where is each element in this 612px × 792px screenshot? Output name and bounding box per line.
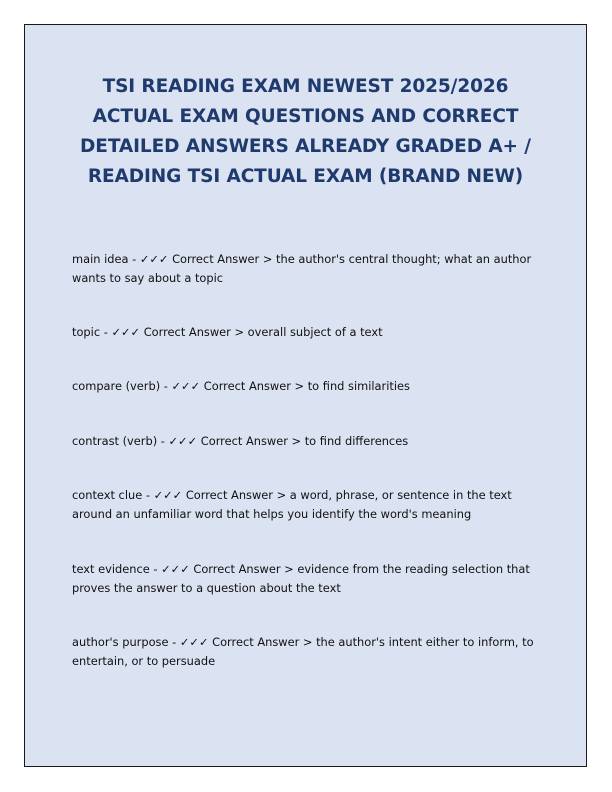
entry-term: text evidence <box>72 562 150 576</box>
check-icon: ✓✓✓ <box>168 434 198 448</box>
document-page <box>24 24 587 767</box>
entry-term: author's purpose <box>72 635 169 649</box>
check-icon: ✓✓✓ <box>171 379 201 393</box>
entry-term: topic <box>72 325 101 339</box>
qa-entry-authors-purpose: author's purpose - ✓✓✓ Correct Answer > the author's intent either to inform, to entertain, or to persuade <box>72 635 534 668</box>
qa-entry-main-idea: main idea - ✓✓✓ Correct Answer > the author's central thought; what an author wants to say about a topic <box>72 252 532 285</box>
qa-entry-text-evidence: text evidence - ✓✓✓ Correct Answer > evidence from the reading selection that proves the answer to a question about the text <box>72 562 530 595</box>
entry-definition: evidence from the reading selection that proves the answer to a question about the text <box>72 562 530 595</box>
check-icon: ✓✓✓ <box>161 562 190 576</box>
qa-entry-topic: topic - ✓✓✓ Correct Answer > overall subject of a text <box>72 325 383 339</box>
entry-definition: the author's intent either to inform, to entertain, or to persuade <box>72 635 534 668</box>
entry-definition: to find similarities <box>307 379 410 393</box>
qa-entry-context-clue: context clue - ✓✓✓ Correct Answer > a word, phrase, or sentence in the text around an unfamiliar word that helps you identify the word's meaning <box>72 488 512 521</box>
entry-definition: overall subject of a text <box>247 325 383 339</box>
entry-term: context clue <box>72 488 143 502</box>
entry-definition: to find differences <box>304 434 409 448</box>
entry-term: compare (verb) <box>72 379 161 393</box>
entry-definition: a word, phrase, or sentence in the text around an unfamiliar word that helps you identify the word's meaning <box>72 488 512 521</box>
check-icon: ✓✓✓ <box>139 252 169 266</box>
qa-entry-contrast: contrast (verb) - ✓✓✓ Correct Answer > to find differences <box>72 434 409 448</box>
check-icon: ✓✓✓ <box>179 635 209 649</box>
entry-term: contrast (verb) <box>72 434 158 448</box>
check-icon: ✓✓✓ <box>111 325 141 339</box>
check-icon: ✓✓✓ <box>153 488 183 502</box>
entry-definition: the author's central thought; what an author wants to say about a topic <box>72 252 532 285</box>
qa-entry-compare: compare (verb) - ✓✓✓ Correct Answer > to find similarities <box>72 379 410 393</box>
entry-term: main idea <box>72 252 129 266</box>
document-title: TSI READING EXAM NEWEST 2025/2026 ACTUAL EXAM QUESTIONS AND CORRECT DETAILED ANSWERS ALREADY GRADED A+ / READING TSI ACTUAL EXAM (BRAND NEW) <box>80 76 531 187</box>
